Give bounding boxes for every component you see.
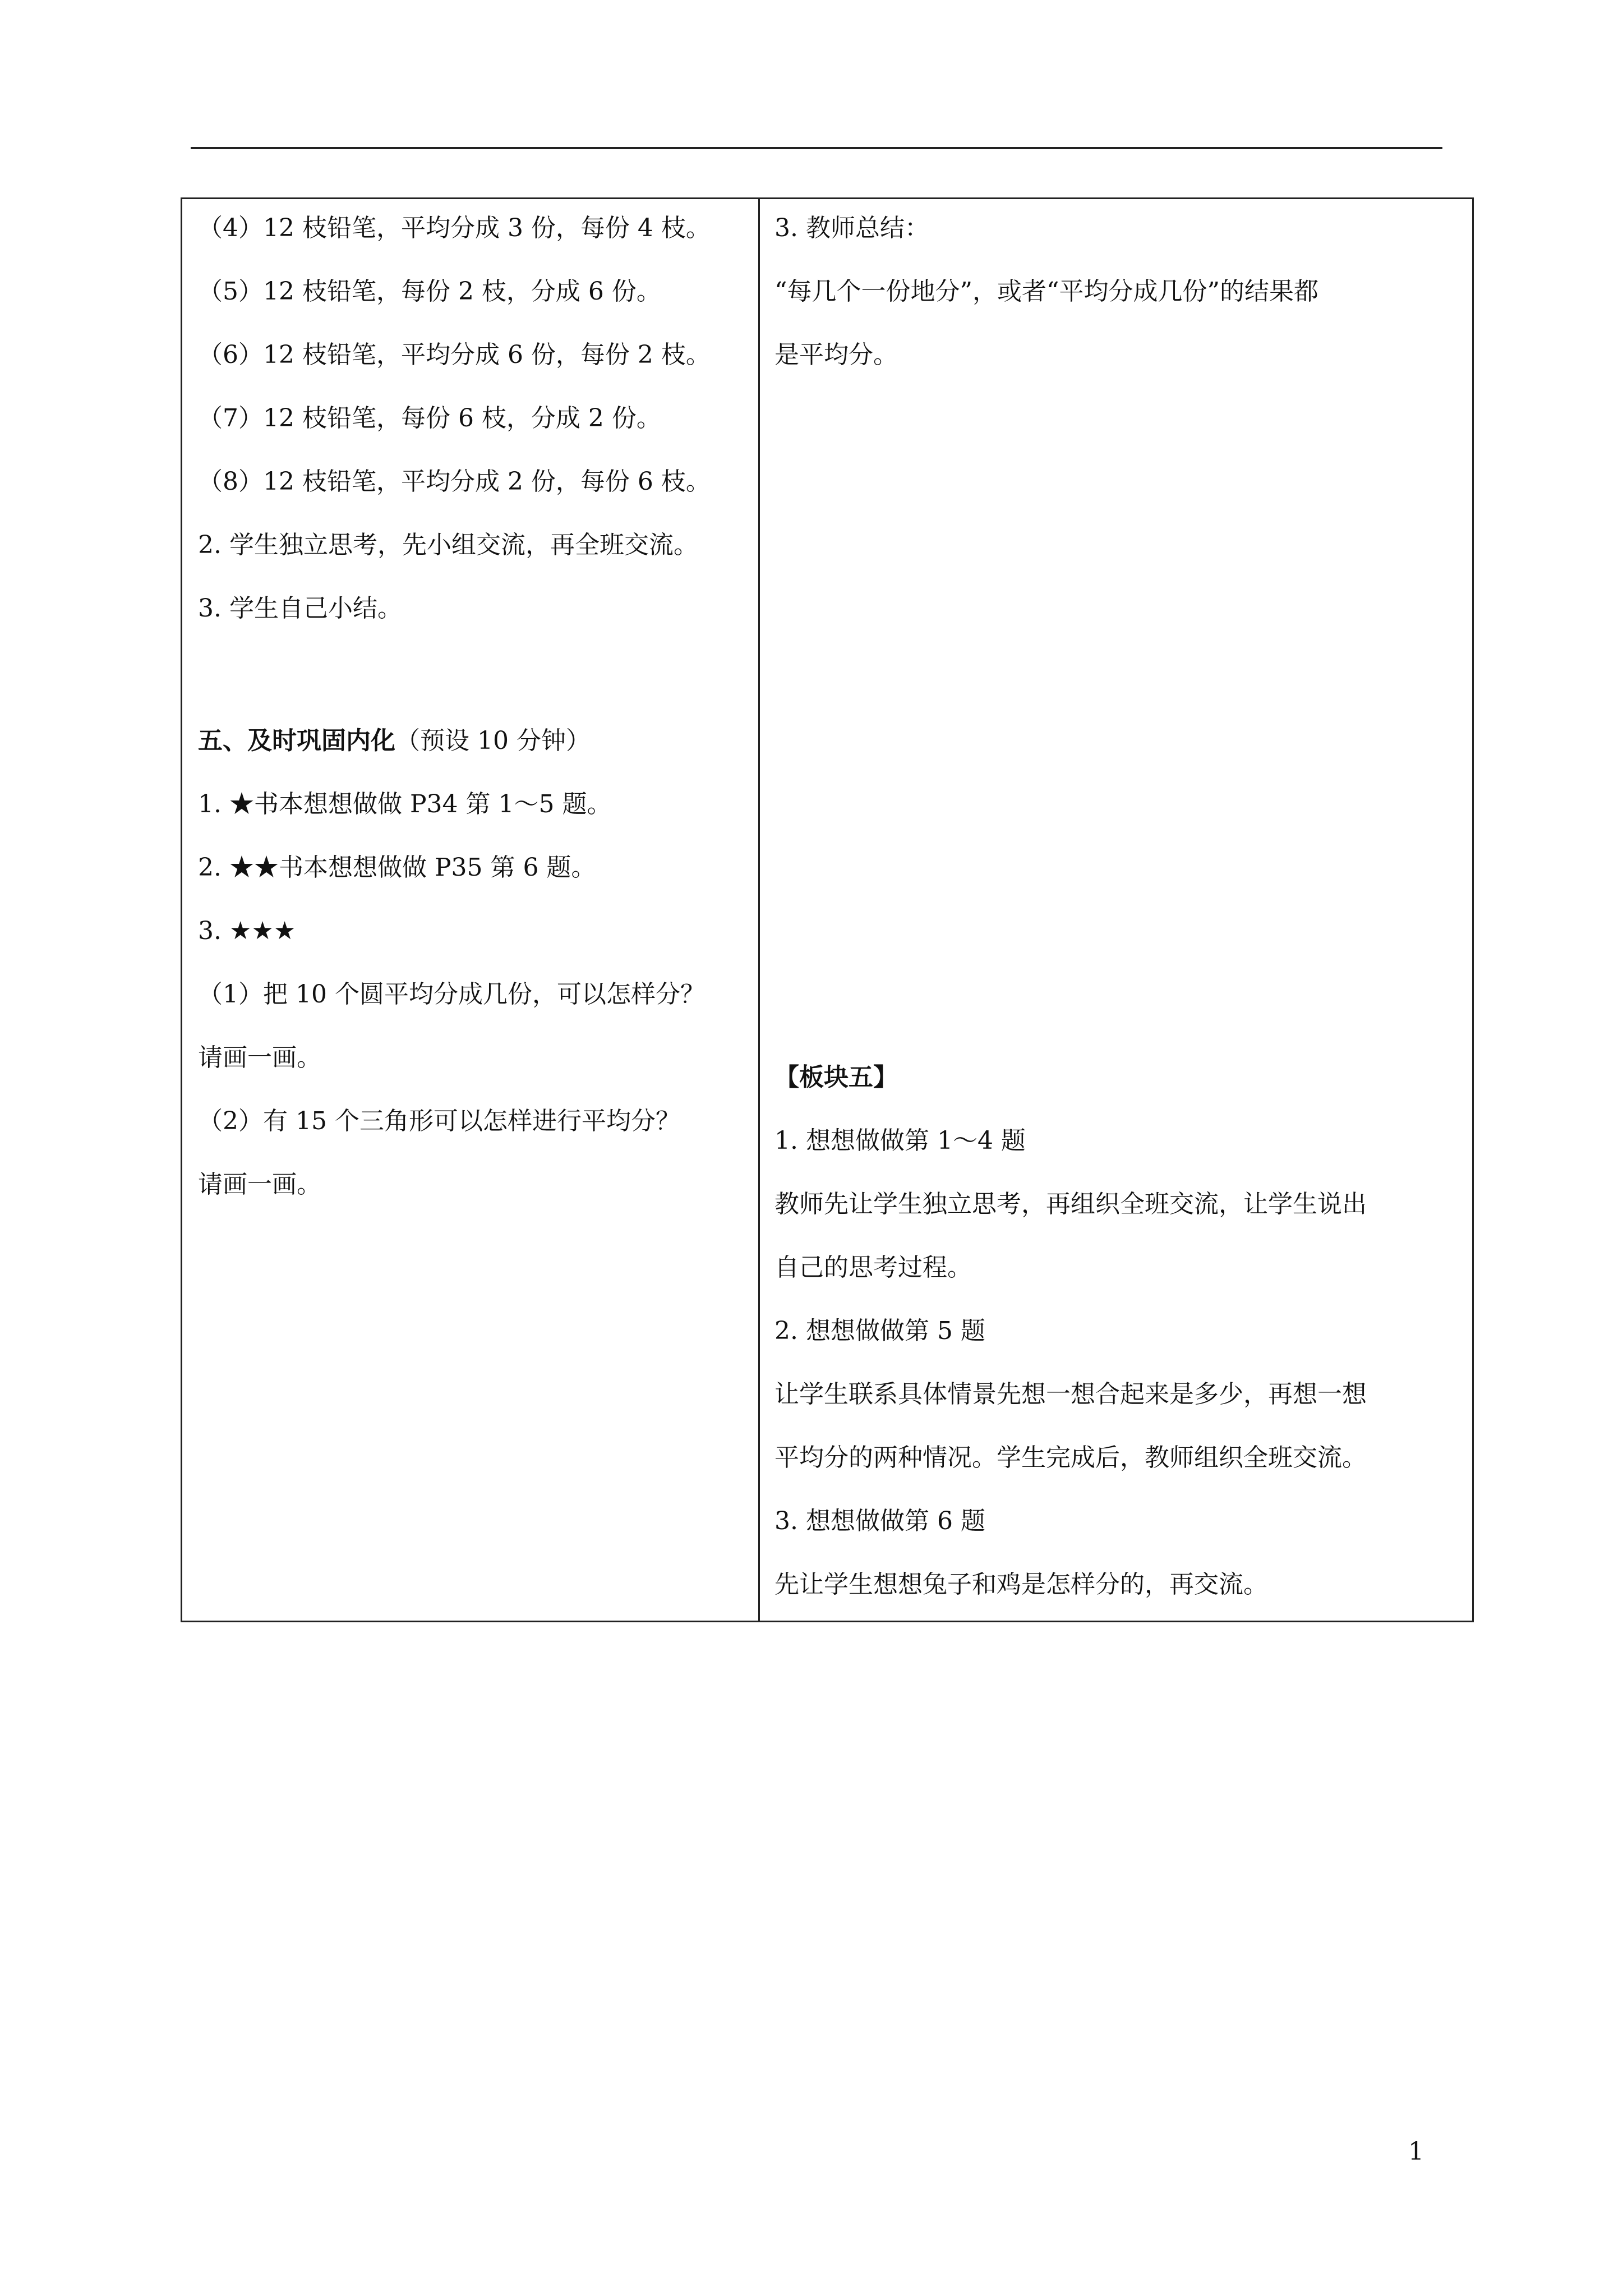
summary-line: 是平均分。 [774, 341, 898, 369]
exercise-line: 3. ★★★ [198, 917, 296, 945]
section-note: （预设 10 分钟） [395, 726, 591, 755]
exercise-line: 请画一画。 [198, 1170, 321, 1199]
text-line: （5）12 枝铅笔，每份 2 枝，分成 6 份。 [198, 277, 661, 306]
exercise-line: （1）把 10 个圆平均分成几份，可以怎样分？ [198, 980, 705, 1009]
block-line: 1. 想想做做第 1～4 题 [774, 1126, 1026, 1155]
section-title: 五、及时巩固内化 [198, 726, 395, 755]
exercise-line: 2. ★★书本想想做做 P35 第 6 题。 [198, 853, 596, 882]
header-rule [191, 147, 1442, 149]
summary-line: “每几个一份地分”，或者“平均分成几份”的结果都 [774, 277, 1318, 306]
left-column [182, 199, 760, 1621]
text-line: 3. 学生自己小结。 [198, 594, 402, 623]
text-line: 2. 学生独立思考，先小组交流，再全班交流。 [198, 531, 698, 559]
page-number: 1 [1408, 2137, 1424, 2166]
text-line: （7）12 枝铅笔，每份 6 枝，分成 2 份。 [198, 404, 661, 432]
block-title: 【板块五】 [774, 1063, 898, 1092]
section-heading [198, 724, 591, 758]
summary-line: 3. 教师总结： [774, 214, 929, 242]
exercise-line: 请画一画。 [198, 1043, 321, 1072]
block-line: 让学生联系具体情景先想一想合起来是多少，再想一想 [774, 1380, 1367, 1409]
block-line: 先让学生想想兔子和鸡是怎样分的，再交流。 [774, 1570, 1268, 1599]
text-line: （8）12 枝铅笔，平均分成 2 份，每份 6 枝。 [198, 467, 711, 496]
block-line: 3. 想想做做第 6 题 [774, 1507, 985, 1535]
block-line: 教师先让学生独立思考，再组织全班交流，让学生说出 [774, 1190, 1367, 1218]
text-line: （6）12 枝铅笔，平均分成 6 份，每份 2 枝。 [198, 341, 711, 369]
block-line: 平均分的两种情况。学生完成后，教师组织全班交流。 [774, 1443, 1367, 1472]
right-column [760, 199, 1472, 1621]
block-line: 自己的思考过程。 [774, 1253, 972, 1282]
block-line: 2. 想想做做第 5 题 [774, 1317, 985, 1345]
lesson-plan-table [181, 197, 1474, 1622]
exercise-line: 1. ★书本想想做做 P34 第 1～5 题。 [198, 790, 612, 818]
text-line: （4）12 枝铅笔，平均分成 3 份，每份 4 枝。 [198, 214, 711, 242]
exercise-line: （2）有 15 个三角形可以怎样进行平均分？ [198, 1107, 680, 1135]
